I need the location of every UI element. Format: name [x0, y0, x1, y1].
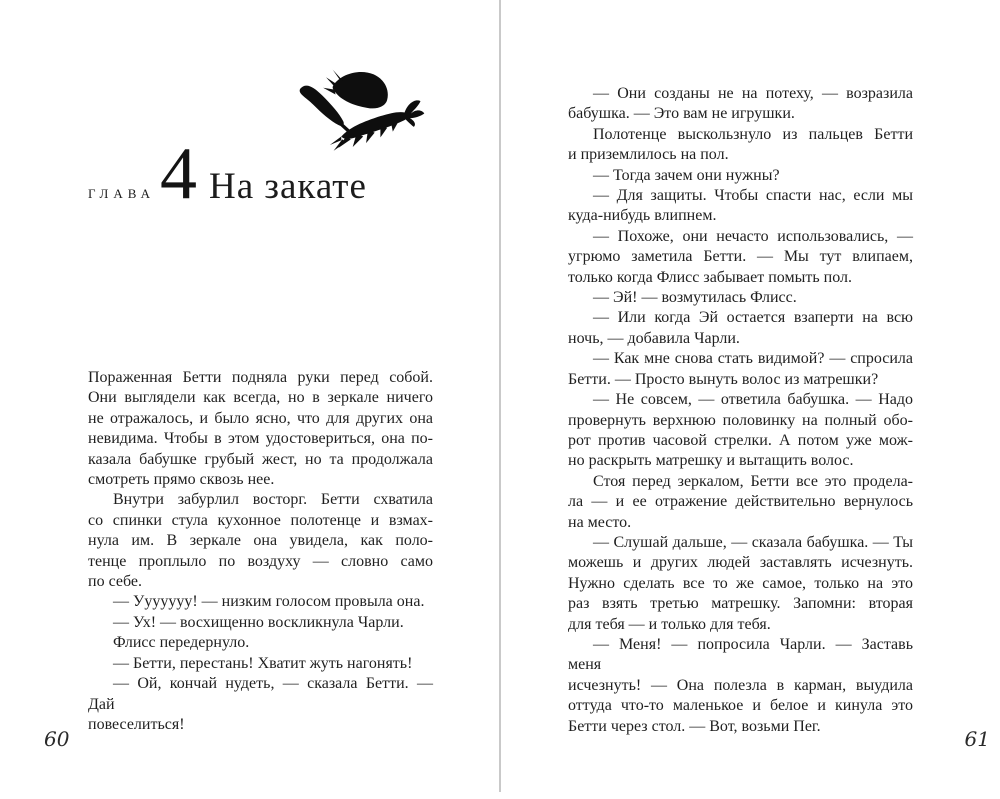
page-number-left: 60	[44, 727, 70, 751]
text-line: со спинки стула кухонное полотенце и взмах-	[88, 511, 433, 529]
text-line: повеселиться!	[88, 715, 185, 733]
text-line: оттуда что-то маленькое и белое и кинула это	[568, 697, 913, 715]
paragraph	[568, 472, 913, 533]
text-line: Стоя перед зеркалом, Бетти все это продела-	[593, 472, 913, 490]
text-line: — Меня! — попросила Чарли. — Заставь меня	[568, 635, 913, 674]
paragraph	[568, 125, 913, 166]
paragraph	[568, 308, 913, 349]
paragraph	[88, 654, 433, 674]
text-line: куда-нибудь влипнем.	[568, 207, 717, 225]
text-line: — Ух! — восхищенно воскликнула Чарли.	[113, 613, 404, 631]
text-line: для тебя — и только для тебя.	[568, 615, 771, 633]
text-line: ночь, — добавила Чарли.	[568, 329, 740, 347]
text-line: по себе.	[88, 573, 142, 591]
text-line: Флисс передернуло.	[113, 634, 250, 652]
paragraph	[568, 166, 913, 186]
text-line: тенце проплыло по воздуху — словно само	[88, 552, 433, 570]
paragraph	[88, 613, 433, 633]
right-page-text	[568, 84, 913, 737]
text-line: не отражалось, и было ясно, что для других она	[88, 409, 433, 427]
paragraph	[568, 84, 913, 125]
text-line: — Они созданы не на потеху, — возразила	[593, 85, 913, 102]
text-line: — Эй! — возмутилась Флисс.	[593, 289, 797, 307]
text-line: — Ууууууу! — низким голосом провыла она.	[113, 593, 425, 611]
text-line: — Для защиты. Чтобы спасти нас, если мы	[593, 187, 913, 205]
text-line: — Как мне снова стать видимой? — спросила	[593, 350, 913, 368]
text-line: ла — и ее отражение действительно вернулось	[568, 493, 913, 511]
chapter-label: ГЛАВА	[88, 186, 155, 201]
text-line: Нужно сделать все то же самое, только на это	[568, 574, 913, 592]
paragraph	[568, 390, 913, 472]
text-line: — Бетти, перестань! Хватит жуть нагонять!	[113, 654, 413, 672]
chapter-title: На закате	[208, 166, 367, 207]
text-line: Внутри забурлил восторг. Бетти схватила	[113, 491, 433, 509]
text-line: на место.	[568, 513, 632, 531]
paragraph	[88, 490, 433, 592]
text-line: Они выглядели как всегда, но в зеркале ничего	[88, 389, 433, 407]
text-line: рот против часовой стрелки. А потом уже мож-	[568, 431, 913, 449]
text-line: смотреть прямо сквозь нее.	[88, 471, 275, 489]
left-page-text	[88, 368, 433, 735]
text-line: Бетти. — Просто вынуть волос из матрешки?	[568, 370, 879, 388]
paragraph	[88, 633, 433, 653]
chapter-number: 4	[159, 133, 197, 215]
paragraph	[568, 186, 913, 227]
page-gutter-divider	[499, 0, 501, 792]
page-number-right: 61	[964, 727, 990, 751]
text-line: угрюмо заметила Бетти. — Мы тут влипаем,	[568, 248, 913, 266]
paragraph	[88, 674, 433, 735]
text-line: Бетти через стол. — Вот, возьми Пег.	[568, 717, 821, 735]
paragraph	[568, 288, 913, 308]
text-line: и приземлилось на пол.	[568, 146, 729, 164]
text-line: провернуть верхнюю половинку на полный обо-	[568, 411, 913, 429]
text-line: Полотенце выскользнуло из пальцев Бетти	[593, 125, 913, 143]
paragraph	[568, 533, 913, 635]
paragraph	[88, 368, 433, 490]
text-line: — Не совсем, — ответила бабушка. — Надо	[593, 391, 913, 409]
paragraph	[568, 635, 913, 737]
text-line: нула им. В зеркале она увидела, как поло-	[88, 532, 433, 550]
text-line: невидима. Чтобы в этом удостовериться, она по-	[88, 430, 433, 448]
text-line: — Слушай дальше, — сказала бабушка. — Ты	[593, 533, 913, 551]
chapter-heading	[88, 133, 367, 215]
text-line: казала бабушке грубый жест, но та продолжала	[88, 450, 433, 468]
text-line: — Или когда Эй остается взаперти на всю	[593, 309, 913, 327]
text-line: раз взять третью матрешку. Запомни: вторая	[568, 595, 913, 613]
text-line: — Ой, кончай нудеть, — сказала Бетти. — Дай	[88, 675, 433, 713]
text-line: — Похоже, они нечасто использовались, —	[593, 227, 913, 245]
text-line: исчезнуть! — Она полезла в карман, выудила	[568, 676, 913, 694]
text-line: но раскрыть матрешку и вытащить волос.	[568, 452, 854, 470]
text-line: Пораженная Бетти подняла руки перед собой.	[88, 369, 433, 386]
paragraph	[568, 349, 913, 390]
paragraph	[568, 227, 913, 288]
text-line: — Тогда зачем они нужны?	[593, 166, 780, 184]
text-line: бабушка. — Это вам не игрушки.	[568, 105, 795, 123]
paragraph	[88, 592, 433, 612]
text-line: только когда Флисс забывает помыть пол.	[568, 268, 852, 286]
text-line: можешь и других людей заставлять исчезнуть.	[568, 554, 913, 572]
